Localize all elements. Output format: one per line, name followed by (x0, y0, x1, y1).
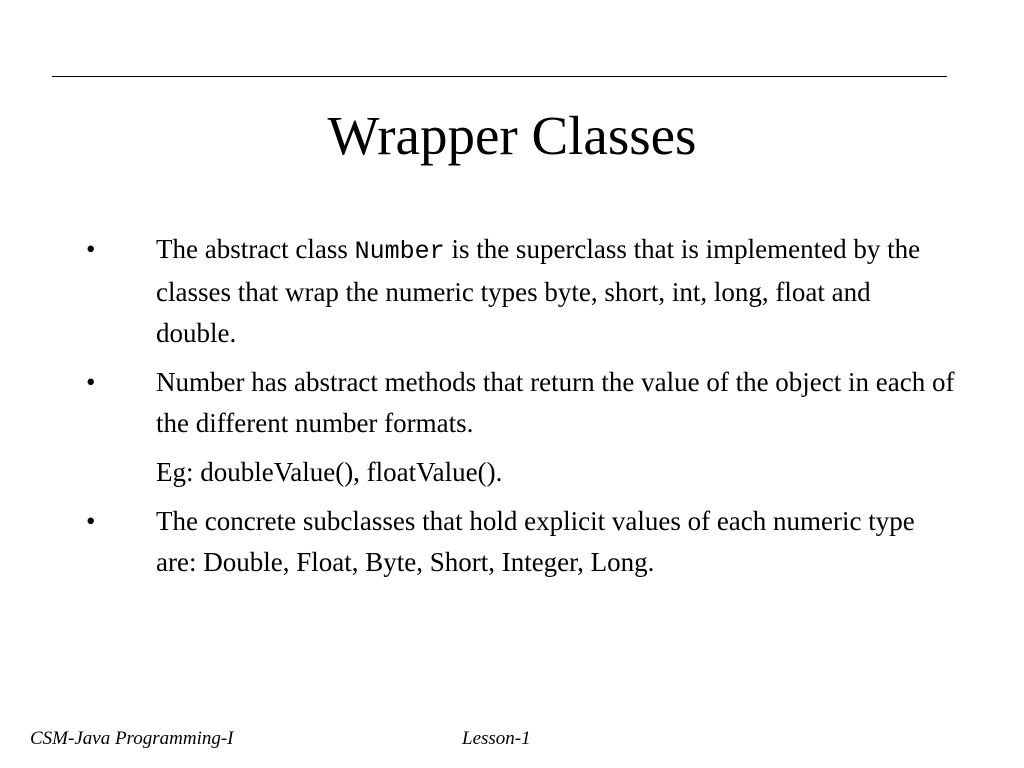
bullet-text: The concrete subclasses that hold explicit values of each numeric type are: Double, Float, Byte, Short, Integer, Long. (156, 506, 915, 577)
example-line: Eg: doubleValue(), floatValue(). (156, 457, 503, 487)
top-divider (52, 76, 947, 77)
bullet-icon: • (86, 506, 96, 536)
bullet-icon: • (86, 234, 96, 264)
bullet-icon: • (86, 367, 96, 397)
slide-title: Wrapper Classes (327, 105, 697, 166)
bullet-text: Number has abstract methods that return the value of the object in each of the different number formats. (156, 367, 955, 438)
bullet-item (86, 229, 956, 354)
bullet-item (86, 362, 956, 444)
footer-course: CSM-Java Programming-I (30, 728, 234, 749)
code-number-class: Number (354, 237, 445, 266)
bullet-list (86, 229, 956, 591)
footer-lesson: Lesson-1 (462, 728, 531, 749)
bullet-text: The abstract class Number is the superclass that is implemented by the classes that wrap the numeric types byte, short, int, long, float and double. (156, 234, 921, 348)
bullet-item (86, 501, 956, 583)
